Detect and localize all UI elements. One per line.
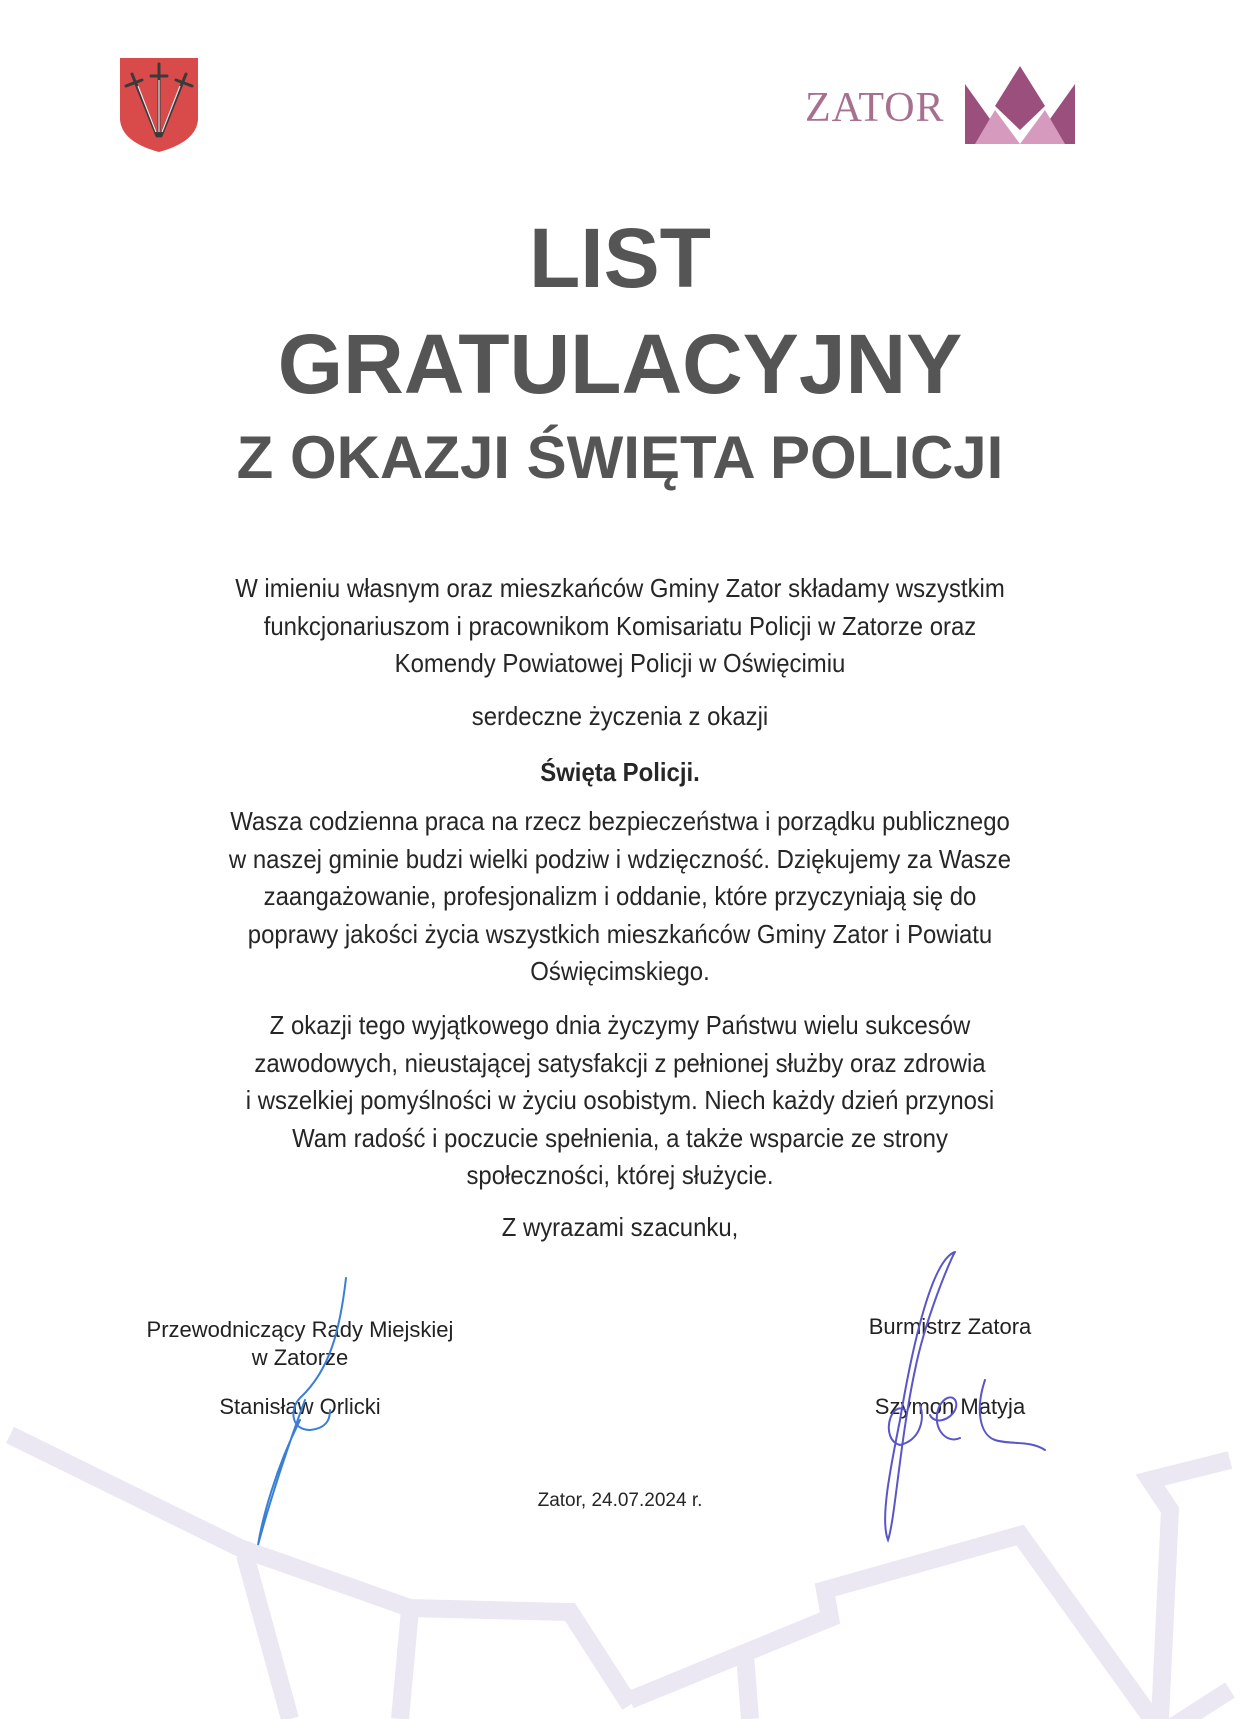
left-signatory-title <box>120 1316 480 1372</box>
signatory-title-line: w Zatorze <box>251 1345 349 1370</box>
intro-paragraph <box>142 570 1099 683</box>
paragraph-line: i wszelkiej pomyślności w życiu osobistym. Niech każdy dzień przynosi <box>245 1085 995 1115</box>
paragraph-line: zawodowych, nieustającej satysfakcji z pełnionej służby oraz zdrowia <box>254 1047 986 1078</box>
crown-logo-icon <box>965 66 1075 146</box>
brand-name: ZATOR <box>805 85 945 131</box>
closing-regards: Z wyrazami szacunku, <box>501 1212 739 1242</box>
paragraph-line: Wasza codzienna praca na rzecz bezpieczeństwa i porządku publicznego <box>230 806 1010 836</box>
letter-date: Zator, 24.07.2024 r. <box>537 1490 703 1511</box>
signatory-title-line: Przewodniczący Rady Miejskiej <box>146 1317 454 1342</box>
intro-line: Komendy Powiatowej Policji w Oświęcimiu <box>394 648 846 678</box>
background-line-pattern <box>0 1400 1240 1719</box>
paragraph-line: zaangażowanie, profesjonalizm i oddanie, które przyczyniają się do <box>263 881 977 911</box>
intro-line: funkcjonariuszom i pracownikom Komisariatu Policji w Zatorze oraz <box>263 610 977 641</box>
wish-line: serdeczne życzenia z okazji <box>471 701 769 731</box>
right-signatory-name: Szymon Matyja <box>874 1394 1026 1419</box>
coat-of-arms-icon <box>118 50 200 154</box>
paragraph-line: Oświęcimskiego. <box>530 956 710 986</box>
paragraph-line: Z okazji tego wyjątkowego dnia życzymy Państwu wielu sukcesów <box>269 1010 971 1040</box>
title-line-2: GRATULACYJNY <box>277 317 963 411</box>
subtitle: Z OKAZJI ŚWIĘTA POLICJI <box>236 424 1004 491</box>
paragraph-line: społeczności, której służycie. <box>466 1160 774 1190</box>
holiday-line: Święta Policji. <box>540 757 700 787</box>
intro-line: W imieniu własnym oraz mieszkańców Gminy Zator składamy wszystkim <box>235 573 1005 603</box>
title-line-1: LIST <box>529 211 711 305</box>
left-signatory-name: Stanisław Orlicki <box>219 1394 381 1419</box>
paragraph-line: poprawy jakości życia wszystkich mieszkańców Gminy Zator i Powiatu <box>247 918 993 949</box>
gratitude-paragraph <box>142 803 1099 991</box>
brand-logo <box>805 58 1075 148</box>
paragraph-line: w naszej gminie budzi wielki podziw i wdzięczność. Dziękujemy za Wasze <box>228 843 1012 874</box>
paragraph-line: Wam radość i poczucie spełnienia, a także wsparcie ze strony <box>292 1122 948 1153</box>
wishes-paragraph <box>142 1007 1099 1195</box>
right-signatory-title: Burmistrz Zatora <box>868 1314 1032 1339</box>
